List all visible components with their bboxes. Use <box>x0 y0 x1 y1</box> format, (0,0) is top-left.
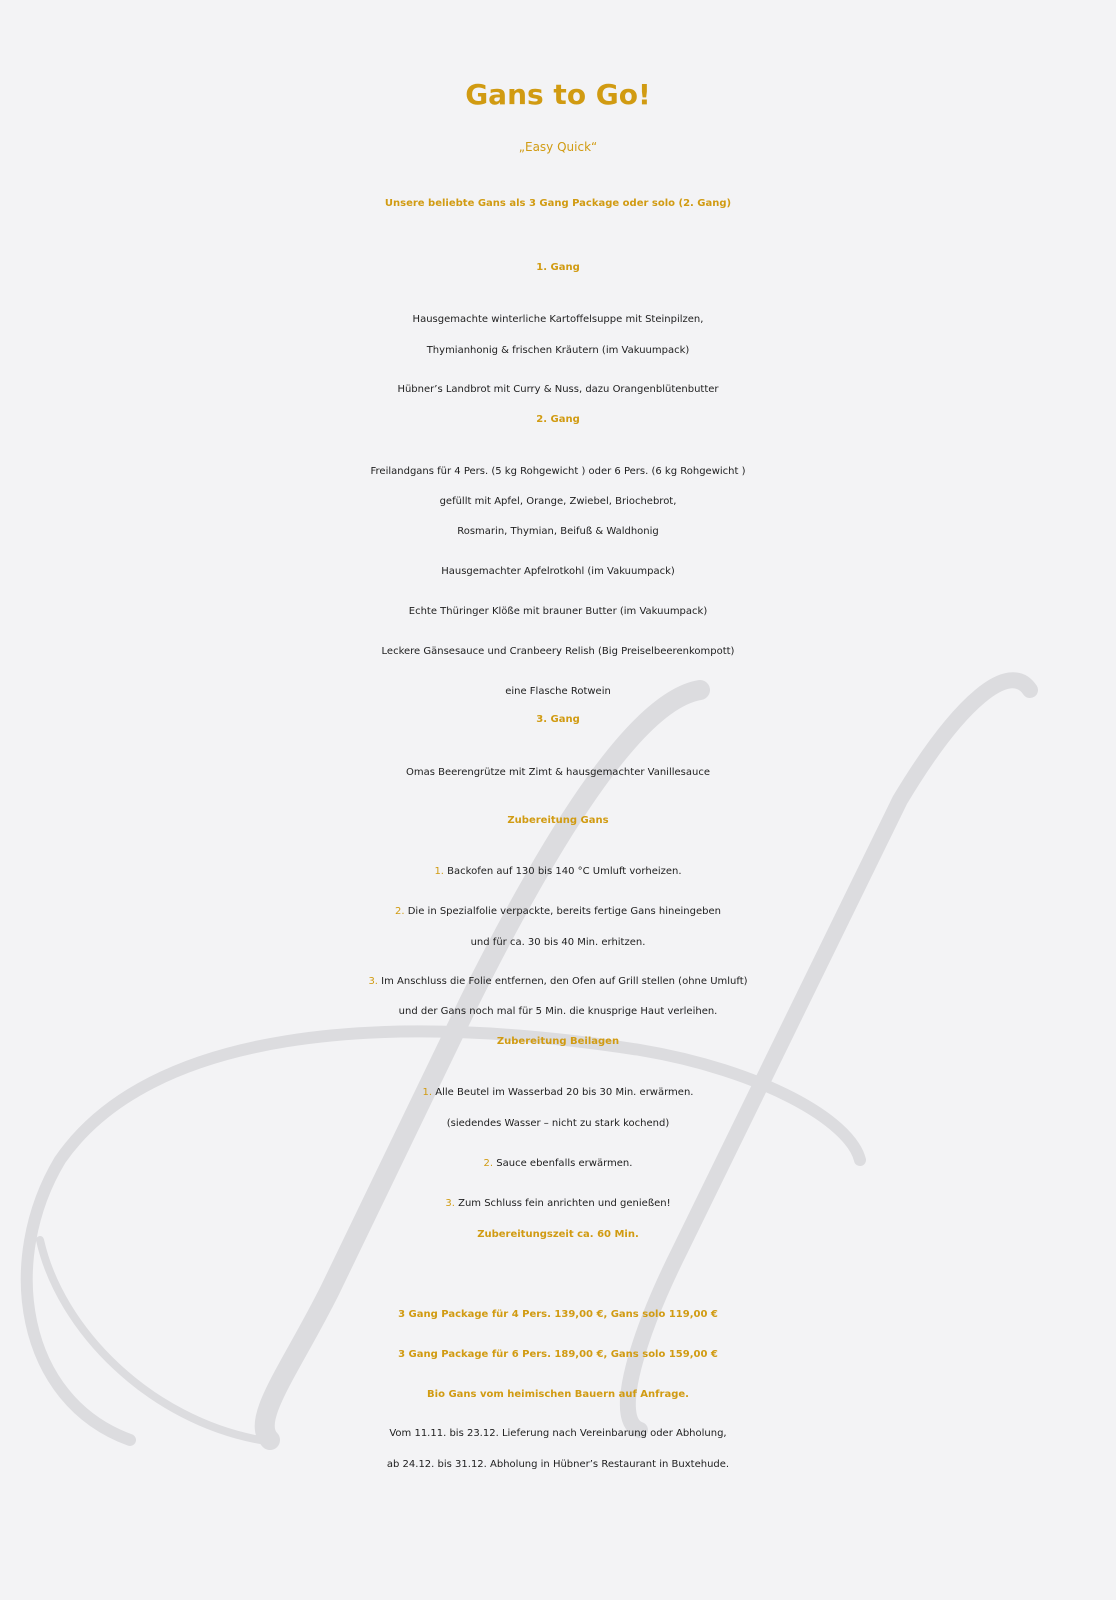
prep-sides-step-continued: (siedendes Wasser – nicht zu stark kochend) <box>446 1118 670 1129</box>
delivery-note: Vom 11.11. bis 23.12. Lieferung nach Vereinbarung oder Abholung, <box>389 1428 727 1439</box>
course-2-line: Leckere Gänsesauce und Cranbeery Relish (Big Preiselbeerenkompott) <box>381 646 735 657</box>
course-2-line: Hausgemachter Apfelrotkohl (im Vakuumpack) <box>441 566 675 577</box>
course-2-line: gefüllt mit Apfel, Orange, Zwiebel, Briochebrot, <box>439 496 677 507</box>
page-title: Gans to Go! <box>465 78 651 111</box>
pickup-note: ab 24.12. bis 31.12. Abholung in Hübner’s Restaurant in Buxtehude. <box>386 1459 730 1470</box>
step-number: 3. <box>368 976 378 987</box>
course-2-line: Rosmarin, Thymian, Beifuß & Waldhonig <box>457 526 659 537</box>
step-text: Backofen auf 130 bis 140 °C Umluft vorheizen. <box>447 866 682 877</box>
prep-goose-step <box>0 966 1116 997</box>
prep-goose-heading: Zubereitung Gans <box>507 815 609 826</box>
prep-sides-heading: Zubereitung Beilagen <box>496 1036 620 1047</box>
page-subtitle: „Easy Quick“ <box>518 140 598 154</box>
step-text: Sauce ebenfalls erwärmen. <box>496 1158 633 1169</box>
step-text: Die in Spezialfolie verpackte, bereits fertige Gans hineingeben <box>407 906 721 917</box>
step-text: Im Anschluss die Folie entfernen, den Ofen auf Grill stellen (ohne Umluft) <box>381 976 748 987</box>
course-2-heading: 2. Gang <box>536 414 580 425</box>
step-text: Alle Beutel im Wasserbad 20 bis 30 Min. erwärmen. <box>435 1087 694 1098</box>
prep-goose-step <box>0 856 1116 887</box>
course-2-line: Freilandgans für 4 Pers. (5 kg Rohgewicht ) oder 6 Pers. (6 kg Rohgewicht ) <box>370 466 746 477</box>
prep-goose-step <box>0 896 1116 927</box>
step-number: 2. <box>395 906 405 917</box>
bio-goose-note: Bio Gans vom heimischen Bauern auf Anfrage. <box>427 1389 689 1400</box>
course-2-line: eine Flasche Rotwein <box>505 686 611 697</box>
step-number: 1. <box>434 866 444 877</box>
step-number: 3. <box>445 1198 455 1209</box>
course-3-heading: 3. Gang <box>536 714 580 725</box>
prep-goose-step-continued: und der Gans noch mal für 5 Min. die knusprige Haut verleihen. <box>398 1006 718 1017</box>
prep-time: Zubereitungszeit ca. 60 Min. <box>477 1229 639 1240</box>
course-1-line: Hausgemachte winterliche Kartoffelsuppe mit Steinpilzen, <box>412 314 704 325</box>
step-text: Zum Schluss fein anrichten und genießen! <box>458 1198 671 1209</box>
course-1-line: Thymianhonig & frischen Kräutern (im Vakuumpack) <box>426 345 690 356</box>
prep-sides-step <box>0 1148 1116 1179</box>
course-3-line: Omas Beerengrütze mit Zimt & hausgemachter Vanillesauce <box>406 767 710 778</box>
prep-sides-step <box>0 1188 1116 1219</box>
course-1-heading: 1. Gang <box>536 262 580 273</box>
tagline: Unsere beliebte Gans als 3 Gang Package oder solo (2. Gang) <box>384 198 732 209</box>
prep-sides-step <box>0 1077 1116 1108</box>
price-line-4-pers: 3 Gang Package für 4 Pers. 139,00 €, Gans solo 119,00 € <box>398 1309 718 1320</box>
course-1-line: Hübner’s Landbrot mit Curry & Nuss, dazu Orangenblütenbutter <box>397 384 719 395</box>
price-line-6-pers: 3 Gang Package für 6 Pers. 189,00 €, Gans solo 159,00 € <box>398 1349 718 1360</box>
prep-goose-step-continued: und für ca. 30 bis 40 Min. erhitzen. <box>470 937 646 948</box>
course-2-line: Echte Thüringer Klöße mit brauner Butter (im Vakuumpack) <box>408 606 708 617</box>
step-number: 2. <box>483 1158 494 1169</box>
step-number: 1. <box>422 1087 433 1098</box>
